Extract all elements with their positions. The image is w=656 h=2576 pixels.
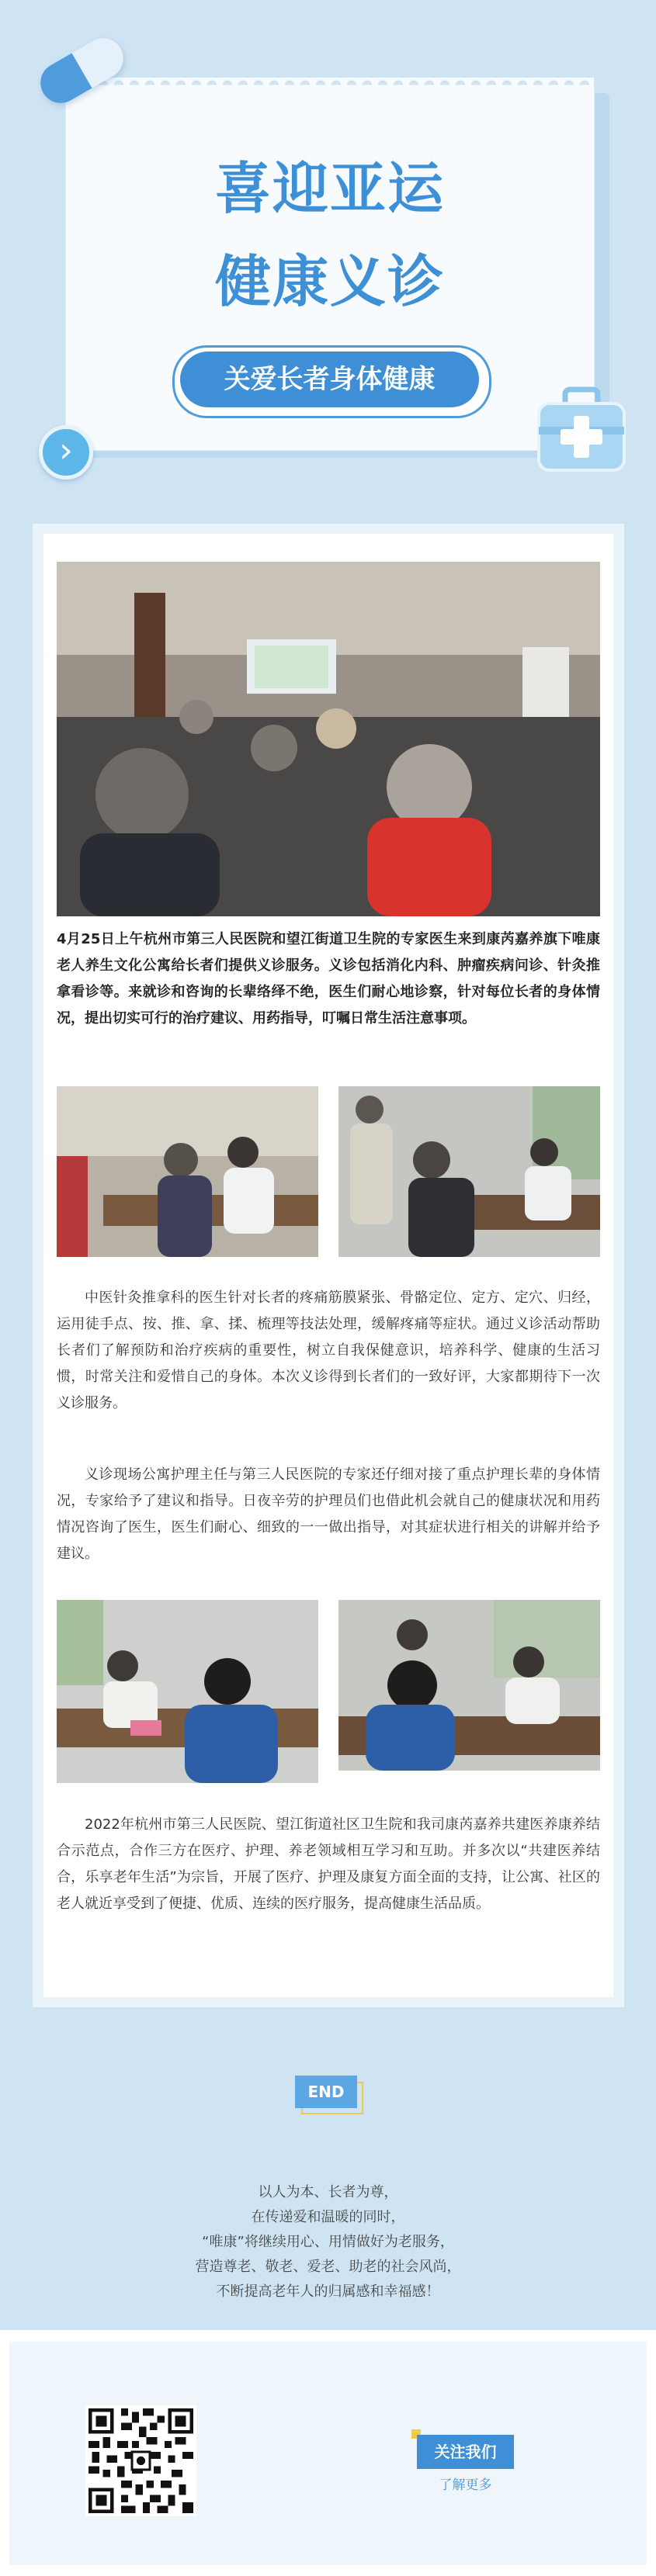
- event-photo-consultation-1: [57, 1086, 318, 1257]
- subtitle-banner: 关爱长者身体健康: [180, 351, 479, 407]
- event-photo-lecture: [57, 562, 600, 916]
- end-tag: END: [295, 2076, 357, 2108]
- paragraph-1: 4月25日上午杭州市第三人民医院和望江街道卫生院的专家医生来到康芮嘉养旗下唯康老人养生文化公寓给长者们提供义诊服务。义诊包括消化内科、肿瘤疾病问诊、针灸推拿看诊等。来就诊和咨询的长辈络绎不绝，医生们耐心地诊察，针对每位长者的身体情况，提出切实可行的治疗建议、用药指导，叮嘱日常生活注意事项。: [57, 931, 600, 1027]
- event-photo-nurse-consult-1: [57, 1600, 318, 1783]
- closing-line-3: “唯康”将继续用心、用情做好为老服务，: [202, 2234, 454, 2250]
- page-title-line2: 健康义诊: [214, 249, 445, 314]
- paragraph-2: 中医针灸推拿科的医生针对长者的疼痛筋膜紧张、骨骼定位、定方、定穴、归经，运用徒手点、按、推、拿、揉、梳理等技法处理，缓解疼痛等症状。通过义诊活动帮助长者们了解预防和治疗疾病的重要性，树立自我保健意识，培养科学、健康的生活习惯，时常关注和爱惜自己的身体。本次义诊得到长者们的一致好评，大家都期待下一次义诊服务。: [57, 1290, 600, 1411]
- closing-line-4: 营造尊老、敬老、爱老、助老的社会风尚，: [195, 2259, 461, 2275]
- learn-more-link[interactable]: 了解更多: [439, 2477, 492, 2493]
- closing-line-1: 以人为本、长者为尊，: [258, 2184, 398, 2200]
- event-photo-nurse-consult-2: [338, 1600, 600, 1771]
- paragraph-4: 2022年杭州市第三人民医院、望江街道社区卫生院和我司康芮嘉养共建医养康养结合示范点，合作三方在医疗、护理、养老领域相互学习和互助。并多次以“共建医养结合，乐享老年生活”为宗旨，开展了医疗、护理及康复方面全面的支持，让公寓、社区的老人就近享受到了便捷、优质、连续的医疗服务，提高健康生活品质。: [57, 1816, 600, 1912]
- closing-line-5: 不断提高老年人的归属感和幸福感！: [216, 2283, 440, 2300]
- paragraph-3: 义诊现场公寓护理主任与第三人民医院的专家还仔细对接了重点护理长辈的身体情况，专家给予了建议和指导。日夜辛劳的护理员们也借此机会就自己的健康状况和用药情况咨询了医生，医生们耐心、细致的一一做出指导，对其症状进行相关的讲解并给予建议。: [57, 1466, 600, 1562]
- closing-line-2: 在传递爱和温暖的同时，: [251, 2209, 405, 2225]
- event-photo-consultation-2: [338, 1086, 600, 1257]
- page-title-line1: 喜迎亚运: [214, 156, 445, 221]
- first-aid-kit-icon: [536, 386, 627, 473]
- arrow-right-icon: ›: [39, 425, 93, 480]
- qr-code-icon[interactable]: [85, 2405, 196, 2516]
- closing-text: [0, 2180, 656, 2304]
- follow-us-button[interactable]: 关注我们: [417, 2435, 514, 2469]
